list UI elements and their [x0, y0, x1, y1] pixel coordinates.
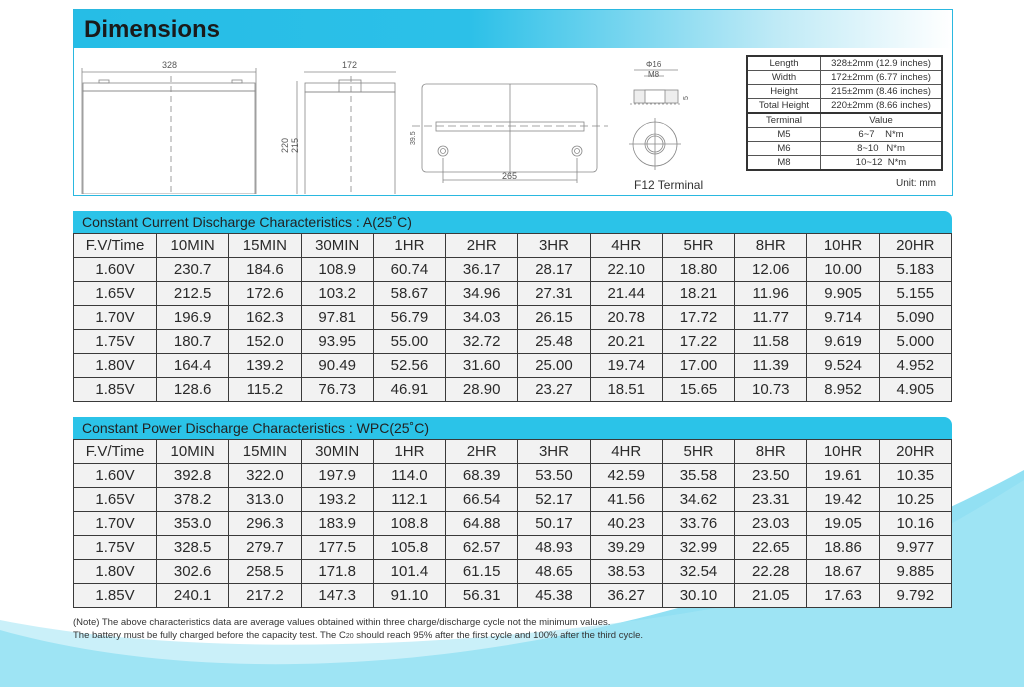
table-cell: 152.0 [229, 330, 301, 354]
table-cell: 45.38 [518, 584, 590, 608]
table-cell: 40.23 [590, 512, 662, 536]
row-voltage: 1.60V [74, 464, 157, 488]
table-cell: 18.86 [807, 536, 879, 560]
spec-label: Total Height [747, 99, 821, 114]
column-header: F.V/Time [74, 234, 157, 258]
power-table-title: Constant Power Discharge Characteristics : WPC(25˚C) [73, 417, 952, 439]
row-voltage: 1.85V [74, 378, 157, 402]
row-voltage: 1.75V [74, 330, 157, 354]
torque-label: M6 [747, 142, 821, 156]
torque-value: 8~10 N*m [821, 142, 943, 156]
current-table-title: Constant Current Discharge Characteristics : A(25˚C) [73, 211, 952, 233]
top-view [410, 84, 608, 183]
table-cell: 197.9 [301, 464, 373, 488]
table-cell: 38.53 [590, 560, 662, 584]
table-cell: 58.67 [373, 282, 445, 306]
table-cell: 32.54 [662, 560, 734, 584]
column-header: 20HR [879, 234, 951, 258]
table-cell: 34.62 [662, 488, 734, 512]
spec-value: 220±2mm (8.66 inches) [821, 99, 943, 114]
spec-value: 172±2mm (6.77 inches) [821, 71, 943, 85]
table-cell: 23.03 [735, 512, 807, 536]
table-cell: 115.2 [229, 378, 301, 402]
table-cell: 35.58 [662, 464, 734, 488]
torque-value: 10~12 N*m [821, 156, 943, 171]
table-cell: 230.7 [157, 258, 229, 282]
note-line-2-text: The battery must be fully charged before the capacity test. The C [73, 630, 346, 641]
table-cell: 48.65 [518, 560, 590, 584]
table-cell: 105.8 [373, 536, 445, 560]
table-cell: 19.74 [590, 354, 662, 378]
column-header: 10MIN [157, 440, 229, 464]
table-cell: 46.91 [373, 378, 445, 402]
height-label: 215 [290, 137, 300, 153]
current-discharge-table [73, 233, 952, 402]
table-cell: 9.885 [879, 560, 951, 584]
table-row [74, 488, 952, 512]
table-cell: 26.15 [518, 306, 590, 330]
note-line-1: (Note) The above characteristics data are average values obtained within three charge/discharge cycle not the minimum values. [73, 617, 611, 628]
battery-dimension-drawing [74, 48, 734, 194]
spec-label: Width [747, 71, 821, 85]
column-header: 15MIN [229, 440, 301, 464]
table-cell: 172.6 [229, 282, 301, 306]
table-cell: 11.58 [735, 330, 807, 354]
table-cell: 302.6 [157, 560, 229, 584]
column-header: 8HR [735, 234, 807, 258]
table-row [74, 584, 952, 608]
table-cell: 18.51 [590, 378, 662, 402]
table-cell: 184.6 [229, 258, 301, 282]
table-cell: 50.17 [518, 512, 590, 536]
table-cell: 10.25 [879, 488, 951, 512]
terminal-detail [629, 60, 690, 170]
table-cell: 52.56 [373, 354, 445, 378]
table-cell: 41.56 [590, 488, 662, 512]
dimensions-title: Dimensions [84, 16, 221, 43]
table-cell: 22.10 [590, 258, 662, 282]
table-cell: 101.4 [373, 560, 445, 584]
current-discharge-section [73, 211, 952, 402]
table-cell: 56.31 [446, 584, 518, 608]
table-cell: 322.0 [229, 464, 301, 488]
column-header: 5HR [662, 440, 734, 464]
table-row [74, 536, 952, 560]
row-voltage: 1.70V [74, 306, 157, 330]
table-cell: 12.06 [735, 258, 807, 282]
table-cell: 10.73 [735, 378, 807, 402]
row-voltage: 1.75V [74, 536, 157, 560]
table-cell: 10.00 [807, 258, 879, 282]
column-header: F.V/Time [74, 440, 157, 464]
torque-header-row [747, 113, 942, 128]
table-cell: 193.2 [301, 488, 373, 512]
table-cell: 21.44 [590, 282, 662, 306]
row-voltage: 1.60V [74, 258, 157, 282]
table-cell: 11.96 [735, 282, 807, 306]
row-voltage: 1.70V [74, 512, 157, 536]
torque-label: M5 [747, 128, 821, 142]
table-cell: 180.7 [157, 330, 229, 354]
table-cell: 31.60 [446, 354, 518, 378]
table-cell: 114.0 [373, 464, 445, 488]
table-cell: 48.93 [518, 536, 590, 560]
spec-table [746, 55, 943, 171]
column-header: 15MIN [229, 234, 301, 258]
table-cell: 11.39 [735, 354, 807, 378]
table-cell: 33.76 [662, 512, 734, 536]
table-cell: 66.54 [446, 488, 518, 512]
column-header: 1HR [373, 440, 445, 464]
side-width-label: 172 [342, 60, 358, 70]
table-cell: 5.183 [879, 258, 951, 282]
terminal-spacing-label: 265 [502, 171, 518, 181]
spec-row [747, 99, 942, 114]
column-header: 2HR [446, 440, 518, 464]
table-row [74, 258, 952, 282]
total-height-label: 220 [280, 137, 290, 153]
column-header: 5HR [662, 234, 734, 258]
table-cell: 11.77 [735, 306, 807, 330]
table-cell: 17.22 [662, 330, 734, 354]
torque-header-label: Terminal [747, 113, 821, 128]
table-cell: 19.05 [807, 512, 879, 536]
table-cell: 18.67 [807, 560, 879, 584]
spec-label: Height [747, 85, 821, 99]
table-cell: 55.00 [373, 330, 445, 354]
table-cell: 32.72 [446, 330, 518, 354]
table-cell: 22.65 [735, 536, 807, 560]
table-cell: 93.95 [301, 330, 373, 354]
table-row [74, 512, 952, 536]
table-cell: 313.0 [229, 488, 301, 512]
table-cell: 53.50 [518, 464, 590, 488]
table-cell: 34.96 [446, 282, 518, 306]
column-header: 30MIN [301, 440, 373, 464]
terminal-offset-label: 39.5 [410, 131, 417, 145]
column-header: 8HR [735, 440, 807, 464]
table-cell: 392.8 [157, 464, 229, 488]
table-cell: 162.3 [229, 306, 301, 330]
notes [73, 616, 643, 643]
table-cell: 4.952 [879, 354, 951, 378]
row-voltage: 1.85V [74, 584, 157, 608]
table-cell: 34.03 [446, 306, 518, 330]
table-row [74, 560, 952, 584]
table-row [74, 354, 952, 378]
spec-value: 215±2mm (8.46 inches) [821, 85, 943, 99]
column-header: 3HR [518, 440, 590, 464]
torque-value: 6~7 N*m [821, 128, 943, 142]
torque-row [747, 156, 942, 171]
table-cell: 5.155 [879, 282, 951, 306]
table-cell: 27.31 [518, 282, 590, 306]
table-cell: 328.5 [157, 536, 229, 560]
table-cell: 196.9 [157, 306, 229, 330]
column-header: 20HR [879, 440, 951, 464]
front-view [82, 60, 256, 194]
table-row [74, 378, 952, 402]
table-cell: 76.73 [301, 378, 373, 402]
note-line-2-tail: should reach 95% after the first cycle and 100% after the third cycle. [353, 630, 643, 641]
table-cell: 9.714 [807, 306, 879, 330]
table-cell: 17.72 [662, 306, 734, 330]
table-cell: 64.88 [446, 512, 518, 536]
table-cell: 18.80 [662, 258, 734, 282]
column-header: 4HR [590, 440, 662, 464]
table-cell: 296.3 [229, 512, 301, 536]
table-header-row [74, 234, 952, 258]
torque-header-value: Value [821, 113, 943, 128]
power-discharge-table [73, 439, 952, 608]
dimensions-panel [73, 9, 953, 196]
column-header: 1HR [373, 234, 445, 258]
table-cell: 36.27 [590, 584, 662, 608]
column-header: 4HR [590, 234, 662, 258]
table-cell: 23.50 [735, 464, 807, 488]
table-cell: 18.21 [662, 282, 734, 306]
torque-label: M8 [747, 156, 821, 171]
table-cell: 177.5 [301, 536, 373, 560]
table-cell: 20.21 [590, 330, 662, 354]
table-cell: 30.10 [662, 584, 734, 608]
column-header: 10HR [807, 440, 879, 464]
table-cell: 9.977 [879, 536, 951, 560]
row-voltage: 1.80V [74, 354, 157, 378]
thread-label: M8 [648, 70, 660, 79]
table-cell: 279.7 [229, 536, 301, 560]
table-cell: 240.1 [157, 584, 229, 608]
table-row [74, 330, 952, 354]
table-cell: 68.39 [446, 464, 518, 488]
table-cell: 90.49 [301, 354, 373, 378]
torque-row [747, 128, 942, 142]
table-row [74, 464, 952, 488]
table-header-row [74, 440, 952, 464]
spec-row [747, 71, 942, 85]
table-cell: 25.00 [518, 354, 590, 378]
side-view [280, 60, 396, 194]
table-cell: 97.81 [301, 306, 373, 330]
terminal-caption: F12 Terminal [634, 178, 704, 192]
table-cell: 183.9 [301, 512, 373, 536]
spec-row [747, 56, 942, 71]
table-cell: 9.619 [807, 330, 879, 354]
front-length-label: 328 [162, 60, 178, 70]
table-cell: 103.2 [301, 282, 373, 306]
table-cell: 5.000 [879, 330, 951, 354]
table-cell: 22.28 [735, 560, 807, 584]
table-cell: 91.10 [373, 584, 445, 608]
table-cell: 9.792 [879, 584, 951, 608]
table-cell: 42.59 [590, 464, 662, 488]
table-cell: 10.35 [879, 464, 951, 488]
table-cell: 5.090 [879, 306, 951, 330]
column-header: 2HR [446, 234, 518, 258]
table-cell: 128.6 [157, 378, 229, 402]
table-cell: 61.15 [446, 560, 518, 584]
torque-row [747, 142, 942, 156]
unit-label: Unit: mm [896, 178, 936, 189]
table-cell: 217.2 [229, 584, 301, 608]
spec-row [747, 85, 942, 99]
table-cell: 56.79 [373, 306, 445, 330]
table-cell: 17.63 [807, 584, 879, 608]
table-cell: 8.952 [807, 378, 879, 402]
table-cell: 171.8 [301, 560, 373, 584]
table-cell: 112.1 [373, 488, 445, 512]
depth-label: 5 [683, 96, 690, 100]
table-row [74, 282, 952, 306]
terminal-diameter-label: Φ16 [646, 60, 662, 69]
table-cell: 353.0 [157, 512, 229, 536]
table-cell: 62.57 [446, 536, 518, 560]
table-cell: 15.65 [662, 378, 734, 402]
table-cell: 108.9 [301, 258, 373, 282]
table-cell: 28.90 [446, 378, 518, 402]
table-cell: 23.27 [518, 378, 590, 402]
spec-value: 328±2mm (12.9 inches) [821, 56, 943, 71]
power-discharge-section [73, 417, 952, 608]
table-cell: 9.524 [807, 354, 879, 378]
note-line-2 [73, 629, 643, 643]
column-header: 3HR [518, 234, 590, 258]
table-cell: 17.00 [662, 354, 734, 378]
table-cell: 36.17 [446, 258, 518, 282]
table-cell: 52.17 [518, 488, 590, 512]
table-cell: 139.2 [229, 354, 301, 378]
table-cell: 4.905 [879, 378, 951, 402]
table-cell: 23.31 [735, 488, 807, 512]
row-voltage: 1.65V [74, 488, 157, 512]
note-subscript: 20 [345, 633, 354, 640]
table-cell: 39.29 [590, 536, 662, 560]
column-header: 30MIN [301, 234, 373, 258]
table-cell: 9.905 [807, 282, 879, 306]
table-cell: 21.05 [735, 584, 807, 608]
table-cell: 32.99 [662, 536, 734, 560]
table-cell: 19.61 [807, 464, 879, 488]
table-cell: 164.4 [157, 354, 229, 378]
table-cell: 378.2 [157, 488, 229, 512]
spec-label: Length [747, 56, 821, 71]
column-header: 10HR [807, 234, 879, 258]
dimensions-header [74, 10, 952, 48]
row-voltage: 1.80V [74, 560, 157, 584]
table-cell: 25.48 [518, 330, 590, 354]
table-row [74, 306, 952, 330]
column-header: 10MIN [157, 234, 229, 258]
table-cell: 212.5 [157, 282, 229, 306]
table-cell: 19.42 [807, 488, 879, 512]
table-cell: 60.74 [373, 258, 445, 282]
table-cell: 28.17 [518, 258, 590, 282]
table-cell: 147.3 [301, 584, 373, 608]
row-voltage: 1.65V [74, 282, 157, 306]
table-cell: 258.5 [229, 560, 301, 584]
table-cell: 10.16 [879, 512, 951, 536]
table-cell: 108.8 [373, 512, 445, 536]
table-cell: 20.78 [590, 306, 662, 330]
